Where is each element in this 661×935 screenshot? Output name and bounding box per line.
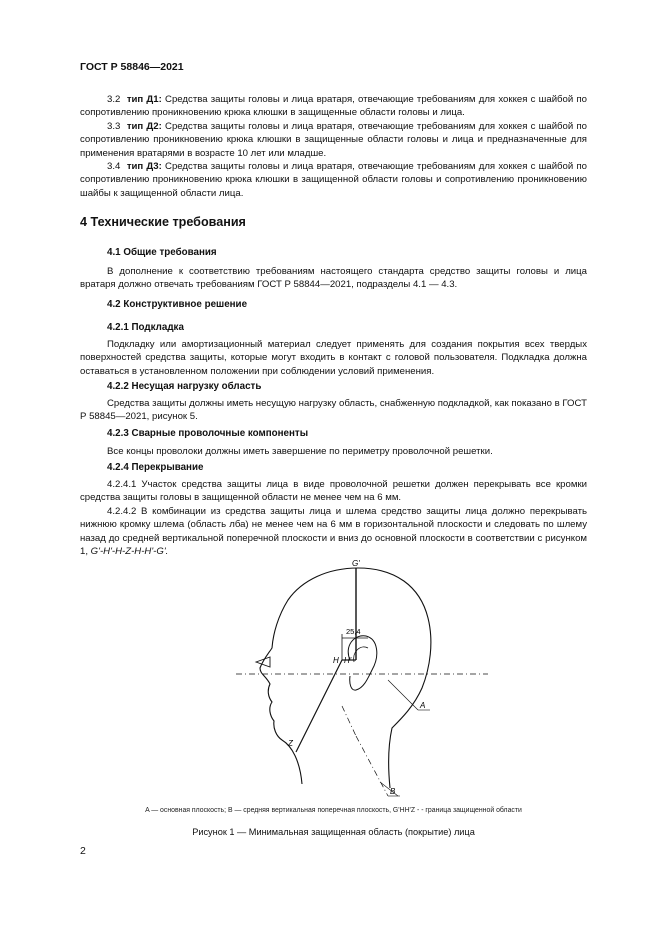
definitions-block (80, 93, 587, 200)
definition-3-3 (80, 120, 587, 160)
definition-term: тип Д2: (126, 120, 162, 132)
label-a: A (420, 701, 426, 710)
transverse-plane-line (356, 736, 388, 796)
section-4-2-title: 4.2 Конструктивное решение (107, 299, 248, 310)
section-4-2-3-body (80, 445, 587, 458)
figure-legend: A — основная плоскость; B — средняя вертикальная поперечная плоскость, G'HH'Z - - граница защищенной области (145, 807, 522, 814)
definition-text: Средства защиты головы и лица вратаря, отвечающие требованиям для хоккея с шайбой по сопротивлению проникновению крюка клюшки в защищенные области головы и лица. (80, 94, 587, 119)
label-g-prime: G' (352, 559, 360, 568)
label-b: B (390, 787, 396, 796)
section-4-2-2-body (80, 397, 587, 424)
section-4-2-1-body (80, 338, 587, 378)
definition-number: 3.2 (107, 94, 121, 105)
document-code-header: ГОСТ Р 58846—2021 (80, 61, 184, 73)
section-4-title: 4 Технические требования (80, 215, 246, 229)
paragraph: Все концы проволоки должны иметь завершение по периметру проволочной решетки. (107, 446, 493, 457)
definition-term: тип Д3: (126, 161, 162, 173)
page-number: 2 (80, 845, 86, 857)
transverse-plane-upper (342, 706, 356, 736)
label-dimension: 25,4 (346, 627, 361, 636)
section-4-2-4-body (80, 478, 587, 558)
figure-caption: Рисунок 1 — Минимальная защищенная область (покрытие) лица (192, 827, 475, 837)
definition-number: 3.4 (107, 161, 121, 173)
head-outline (260, 568, 431, 788)
leader-a (388, 680, 418, 710)
definition-3-4 (80, 160, 587, 200)
paragraph: Подкладку или амортизационный материал следует применять для создания покрытия всех твердых поверхностей средства защиты, которые могут входить в контакт с головой пользователя. Подкладка должна оставаться в установленном положении при соблюдении условий применения. (80, 339, 587, 377)
paragraph: В дополнение к соответствию требованиям настоящего стандарта средство защиты головы и лица вратаря должно отвечать требованиям ГОСТ Р 58844—2021, подразделы 4.1 — 4.3. (80, 266, 587, 291)
label-h-prime: H' (344, 656, 352, 665)
section-4-1-body (80, 265, 587, 292)
paragraph-4-2-4-1: 4.2.4.1 Участок средства защиты лица в виде проволочной решетки должен перекрывать все кромки средства защиты головы в защищенной области не менее чем на 6 мм. (80, 479, 587, 504)
ear-shape (348, 636, 377, 690)
definition-term: тип Д1: (126, 94, 162, 105)
definition-text: Средства защиты головы и лица вратаря, отвечающие требованиям для хоккея с шайбой по сопротивлению проникновению крюка клюшки в защищенные области головы и лица и предназначенные для применения вратарями в возрасте 10 лет или младше. (80, 120, 587, 159)
definition-number: 3.3 (107, 120, 121, 132)
section-4-1-title: 4.1 Общие требования (107, 247, 217, 258)
section-4-2-3-title: 4.2.3 Сварные проволочные компоненты (107, 428, 309, 439)
head-profile-figure (230, 556, 490, 818)
section-4-2-2-title: 4.2.2 Несущая нагрузку область (107, 381, 262, 392)
label-z: Z (288, 739, 293, 748)
label-h: H (333, 656, 339, 665)
boundary-path-label: G'-H'-H-Z-H-H'-G'. (90, 546, 169, 558)
definition-text: Средства защиты головы и лица вратаря, отвечающие требованиям для хоккея с шайбой по сопротивлению проникновению крюка клюшки в защищенной области головы и сопротивлению проникновению шайбы к защищенной области лица. (80, 161, 587, 199)
section-4-2-4-title: 4.2.4 Перекрывание (107, 462, 204, 473)
paragraph-4-2-4-2 (80, 505, 587, 559)
section-4-2-1-title: 4.2.1 Подкладка (107, 322, 184, 333)
definition-3-2 (80, 93, 587, 120)
paragraph: Средства защиты должны иметь несущую нагрузку область, снабженную подкладкой, как показано в ГОСТ Р 58845—2021, рисунок 5. (80, 398, 587, 423)
paragraph-text: 4.2.4.2 В комбинации из средства защиты лица и шлема средство защиты лица должно перекрывать нижнюю кромку шлема (область лба) не менее чем на 6 мм в горизонтальной плоскости и следовать по шлему назад до средней вертикальной поперечной плоскости и вниз до основной плоскости в соответствии с рисунком 1, (80, 505, 587, 558)
